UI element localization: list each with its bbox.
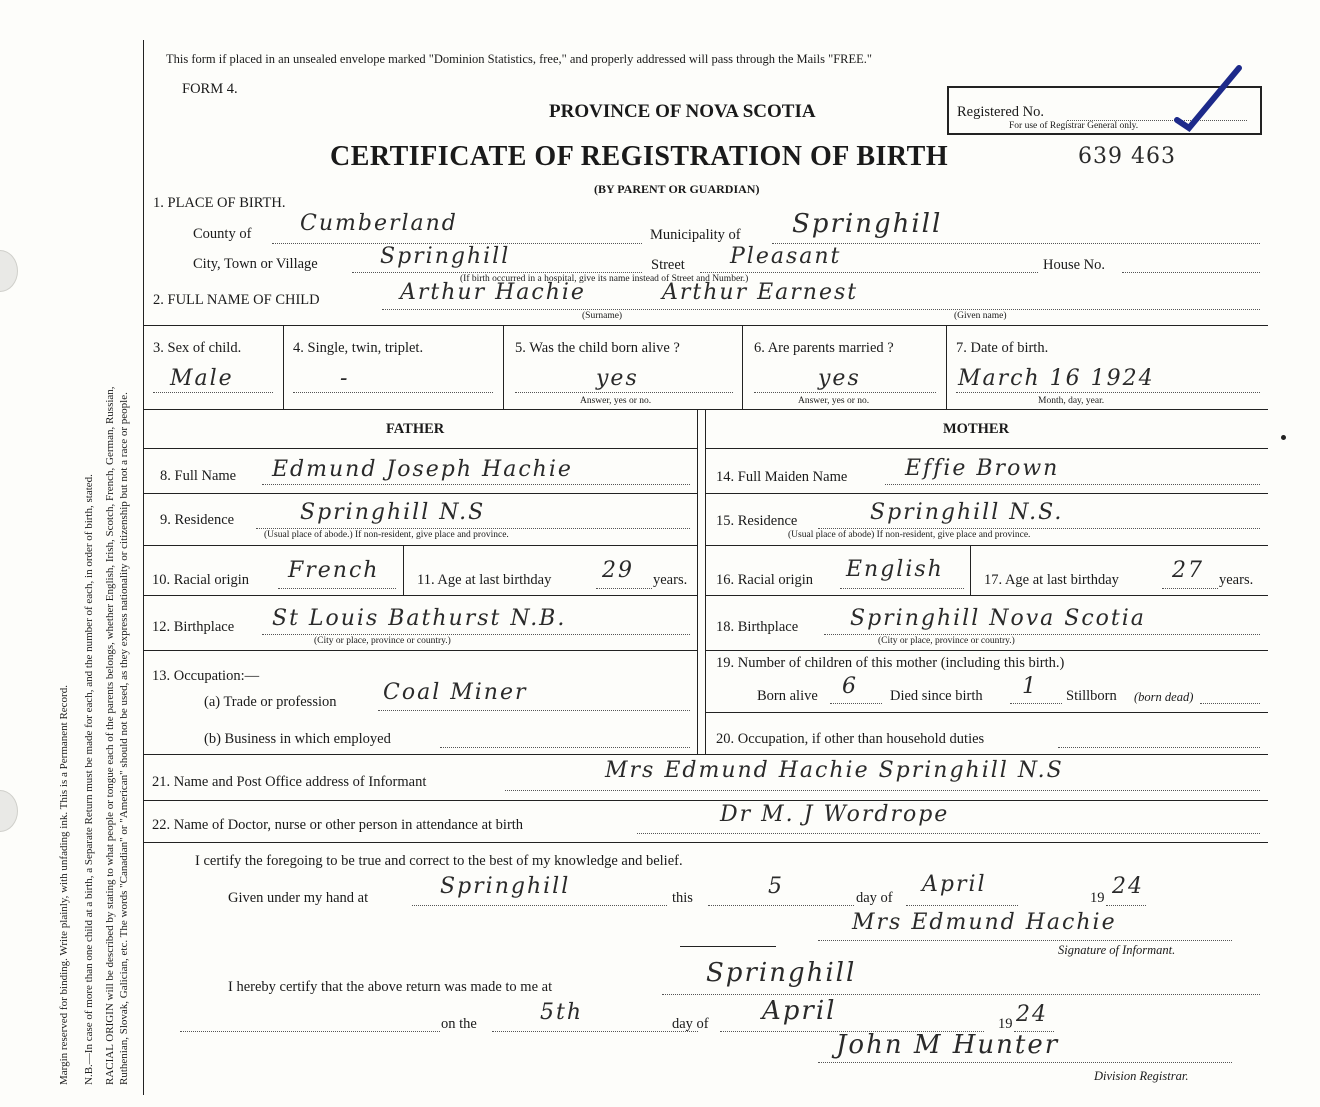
informant-value: Mrs Edmund Hachie Springhill N.S: [605, 758, 1064, 783]
mother-racial-value: English: [846, 557, 944, 582]
father-business-label: (b) Business in which employed: [204, 731, 391, 747]
city-label: City, Town or Village: [193, 256, 318, 272]
county-value: Cumberland: [300, 211, 458, 236]
dob-caption: Month, day, year.: [1038, 396, 1105, 406]
informant-label: 21. Name and Post Office address of Informant: [152, 774, 427, 790]
margin-note-1: Margin reserved for binding. Write plainly, with unfading ink. This is a Permanent Record.: [58, 685, 70, 1085]
father-abode-caption: (Usual place of abode.) If non-resident, give place and province.: [264, 530, 509, 540]
born-alive-question: 5. Was the child born alive ?: [515, 340, 680, 356]
mother-birthplace-value: Springhill Nova Scotia: [850, 606, 1146, 631]
hospital-note: (If birth occurred in a hospital, give its name instead of Street and Number.): [460, 274, 749, 284]
informant-signature-caption: Signature of Informant.: [1058, 943, 1176, 957]
father-name-value: Edmund Joseph Hachie: [272, 457, 573, 482]
parents-married-value: yes: [818, 366, 861, 391]
given-year-value: 24: [1112, 874, 1144, 899]
street-value: Pleasant: [730, 244, 842, 269]
dob-value: March 16 1924: [958, 366, 1155, 391]
father-racial-label: 10. Racial origin: [152, 572, 250, 588]
born-alive-label: Born alive: [757, 688, 818, 704]
mother-residence-value: Springhill N.S.: [870, 500, 1064, 525]
certificate-subtitle: (BY PARENT OR GUARDIAN): [594, 182, 760, 196]
father-age-label: 11. Age at last birthday: [417, 572, 552, 588]
registered-no-box: [947, 86, 1262, 135]
registrar-year-prefix: 19: [998, 1016, 1013, 1032]
given-day-value: 5: [768, 874, 784, 899]
mother-occupation-label: 20. Occupation, if other than household duties: [716, 731, 985, 747]
punch-hole-bottom: [0, 790, 18, 832]
plurality-label: 4. Single, twin, triplet.: [293, 340, 424, 356]
sex-value: Male: [170, 366, 234, 391]
died-since-birth-count: 1: [1022, 674, 1038, 699]
informant-signature: Mrs Edmund Hachie: [852, 910, 1117, 935]
municipality-label: Municipality of: [650, 227, 741, 243]
father-trade-label: (a) Trade or profession: [204, 694, 337, 710]
mother-name-value: Effie Brown: [905, 456, 1060, 481]
father-birthplace-caption: (City or place, province or country.): [314, 636, 451, 646]
mail-notice: This form if placed in an unsealed envelope marked "Dominion Statistics, free," and properly addressed will pass through the Mails "FREE.": [166, 52, 873, 66]
ink-dot: [1281, 435, 1286, 440]
registrar-year-value: 24: [1016, 1002, 1048, 1027]
binding-margin-line: [143, 40, 144, 1095]
registrar-day-value: 5th: [540, 1000, 584, 1025]
registered-no-label: Registered No.: [957, 104, 1044, 120]
registrar-place-value: Springhill: [706, 958, 857, 988]
province-heading: PROVINCE OF NOVA SCOTIA: [549, 101, 816, 122]
doctor-label: 22. Name of Doctor, nurse or other person in attendance at birth: [152, 817, 524, 833]
place-of-birth-label: 1. PLACE OF BIRTH.: [153, 195, 286, 211]
form-number: FORM 4.: [182, 81, 238, 97]
registrar-day-of-label: day of: [672, 1016, 709, 1032]
mother-age-label: 17. Age at last birthday: [984, 572, 1119, 588]
born-alive-count: 6: [842, 674, 858, 699]
doctor-value: Dr M. J Wordrope: [720, 802, 950, 827]
child-given-value: Arthur Earnest: [662, 280, 859, 305]
mother-years-label: years.: [1219, 572, 1254, 588]
sex-label: 3. Sex of child.: [153, 340, 242, 356]
mother-racial-label: 16. Racial origin: [716, 572, 814, 588]
street-label: Street: [651, 257, 685, 273]
father-trade-value: Coal Miner: [383, 680, 528, 705]
plurality-value: -: [340, 366, 350, 391]
stillborn-note: (born dead): [1134, 690, 1194, 704]
died-since-birth-label: Died since birth: [890, 688, 983, 704]
separator-rule: [680, 946, 776, 947]
this-label: this: [672, 890, 693, 906]
mother-age-value: 27: [1172, 558, 1204, 583]
mother-birthplace-label: 18. Birthplace: [716, 619, 799, 635]
municipality-value: Springhill: [792, 209, 943, 239]
born-alive-value: yes: [596, 366, 639, 391]
given-under-hand-label: Given under my hand at: [228, 890, 369, 906]
mother-name-label: 14. Full Maiden Name: [716, 469, 848, 485]
registrar-signature-caption: Division Registrar.: [1094, 1069, 1189, 1083]
father-racial-value: French: [288, 558, 380, 583]
mother-heading: MOTHER: [943, 421, 1010, 437]
child-name-label: 2. FULL NAME OF CHILD: [153, 292, 320, 308]
father-birthplace-label: 12. Birthplace: [152, 619, 235, 635]
father-birthplace-value: St Louis Bathurst N.B.: [272, 606, 567, 631]
surname-caption: (Surname): [582, 311, 623, 321]
parents-married-question: 6. Are parents married ?: [754, 340, 894, 356]
father-residence-value: Springhill N.S: [300, 500, 486, 525]
father-name-label: 8. Full Name: [160, 468, 237, 484]
registrar-signature: John M Hunter: [836, 1030, 1060, 1060]
father-years-label: years.: [653, 572, 688, 588]
given-name-caption: (Given name): [954, 311, 1007, 321]
registrar-statement: I hereby certify that the above return was made to me at: [228, 979, 553, 995]
given-month-value: April: [922, 872, 987, 897]
margin-note-2: N.B.—In case of more than one child at a birth, a Separate Return must be made for each, and the number of each, in order of birth, stated.: [83, 474, 95, 1085]
given-place-value: Springhill: [440, 874, 571, 899]
dob-label: 7. Date of birth.: [956, 340, 1049, 356]
margin-note-3: RACIAL ORIGIN will be described by stating to what people or tongue each of the parents belongs, whether English, Irish, Scotch, French, German, Russian,: [104, 386, 116, 1085]
mother-children-label: 19. Number of children of this mother (including this birth.): [716, 655, 1065, 671]
city-value: Springhill: [380, 244, 511, 269]
answer-caption-5: Answer, yes or no.: [580, 396, 652, 406]
father-occupation-label: 13. Occupation:—: [152, 668, 260, 684]
punch-hole-top: [0, 250, 18, 292]
registrar-only-note: For use of Registrar General only.: [1009, 121, 1139, 131]
stillborn-label: Stillborn: [1066, 688, 1117, 704]
certificate-title: CERTIFICATE OF REGISTRATION OF BIRTH: [330, 141, 949, 172]
county-label: County of: [193, 226, 252, 242]
house-no-label: House No.: [1043, 257, 1106, 273]
mother-residence-label: 15. Residence: [716, 513, 798, 529]
on-the-label: on the: [441, 1016, 477, 1032]
mother-birthplace-caption: (City or place, province or country.): [878, 636, 1015, 646]
certify-statement: I certify the foregoing to be true and correct to the best of my knowledge and belief.: [195, 853, 683, 869]
day-of-label: day of: [856, 890, 893, 906]
father-heading: FATHER: [386, 421, 445, 437]
certificate-number: 639 463: [1078, 144, 1176, 169]
mother-abode-caption: (Usual place of abode) If non-resident, give place and province.: [788, 530, 1031, 540]
answer-caption-6: Answer, yes or no.: [798, 396, 870, 406]
child-surname-value: Arthur Hachie: [400, 280, 586, 305]
year-prefix: 19: [1090, 890, 1105, 906]
father-age-value: 29: [602, 558, 634, 583]
registrar-month-value: April: [762, 996, 837, 1026]
check-mark-icon: [1169, 62, 1249, 132]
margin-note-4: Ruthenian, Slovak, Galician, etc. The words "Canadian" or "American" should not be used, as they express nationality or citizenship but not a race or people.: [118, 392, 130, 1085]
father-residence-label: 9. Residence: [160, 512, 235, 528]
